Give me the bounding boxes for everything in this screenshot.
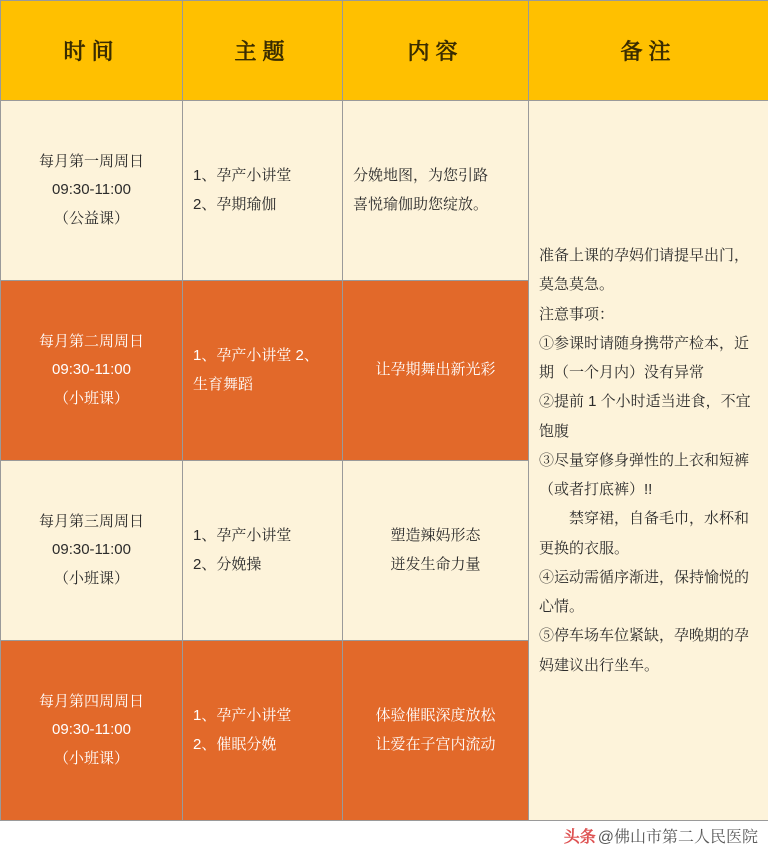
header-content: 内容 [343,1,529,101]
content-line: 让爱在子宫内流动 [375,735,496,753]
time-line: 09:30-11:00 [52,721,131,739]
cell-time [1,101,183,281]
cell-content [343,281,529,461]
remark-line: ②提前 1 个小时适当进食，不宜饱腹 [539,393,751,440]
toutiao-logo-icon: 头条 [563,829,596,846]
table-header-row [1,1,768,101]
content-line: 分娩地图，为您引路 [353,167,489,184]
time-line: （小班课） [53,749,129,767]
cell-content [343,461,529,641]
cell-remark [529,101,768,821]
topic-line: 1、孕产小讲堂 [193,707,292,724]
watermark-text: @佛山市第二人民医院 [597,829,758,846]
watermark [564,824,758,847]
time-line: 09:30-11:00 [52,541,131,559]
cell-topic [183,461,343,641]
time-line: （小班课） [53,569,129,587]
cell-topic [183,101,343,281]
time-line: 每月第一周周日 [38,152,144,170]
time-line: 每月第二周周日 [38,332,144,350]
remark-line: 禁穿裙，自备毛巾，水杯和更换的衣服。 [539,510,750,557]
topic-line: 生育舞蹈 [193,375,254,393]
topic-line: 1、孕产小讲堂 2、 [193,347,319,364]
cell-content [343,101,529,281]
time-line: 09:30-11:00 [52,361,131,379]
cell-topic [183,641,343,821]
time-line: （公益课） [53,209,129,227]
header-remark: 备注 [529,1,768,101]
remark-line: 注意事项： [539,305,615,323]
topic-line: 2、催眠分娩 [193,735,277,753]
time-line: （小班课） [53,389,129,407]
content-line: 体验催眠深度放松 [375,707,496,724]
time-line: 每月第四周周日 [38,692,144,710]
time-line: 09:30-11:00 [52,181,131,199]
cell-time [1,641,183,821]
remark-line: ⑤停车场车位紧缺，孕晚期的孕妈建议出行坐车。 [539,627,750,674]
table-row [1,101,768,281]
content-line: 让孕期舞出新光彩 [375,361,496,379]
cell-time [1,461,183,641]
remark-line: ③尽量穿修身弹性的上衣和短裤（或者打底裤）!! [539,451,750,499]
cell-time [1,281,183,461]
topic-line: 1、孕产小讲堂 [193,167,292,184]
topic-line: 1、孕产小讲堂 [193,527,292,544]
content-line: 喜悦瑜伽助您绽放。 [353,195,489,213]
remark-line: 准备上课的孕妈们请提早出门，莫急莫急。 [539,247,750,294]
remark-line: ④运动需循序渐进，保持愉悦的心情。 [539,568,750,616]
topic-line: 2、孕期瑜伽 [193,195,277,213]
header-topic: 主题 [183,1,343,101]
time-line: 每月第三周周日 [38,512,144,530]
content-line: 迸发生命力量 [390,555,481,573]
topic-line: 2、分娩操 [193,555,262,573]
content-line: 塑造辣妈形态 [390,527,481,544]
header-time: 时间 [1,1,183,101]
cell-content [343,641,529,821]
remark-line: ①参课时请随身携带产检本，近期（一个月内）没有异常 [539,334,750,382]
cell-topic [183,281,343,461]
